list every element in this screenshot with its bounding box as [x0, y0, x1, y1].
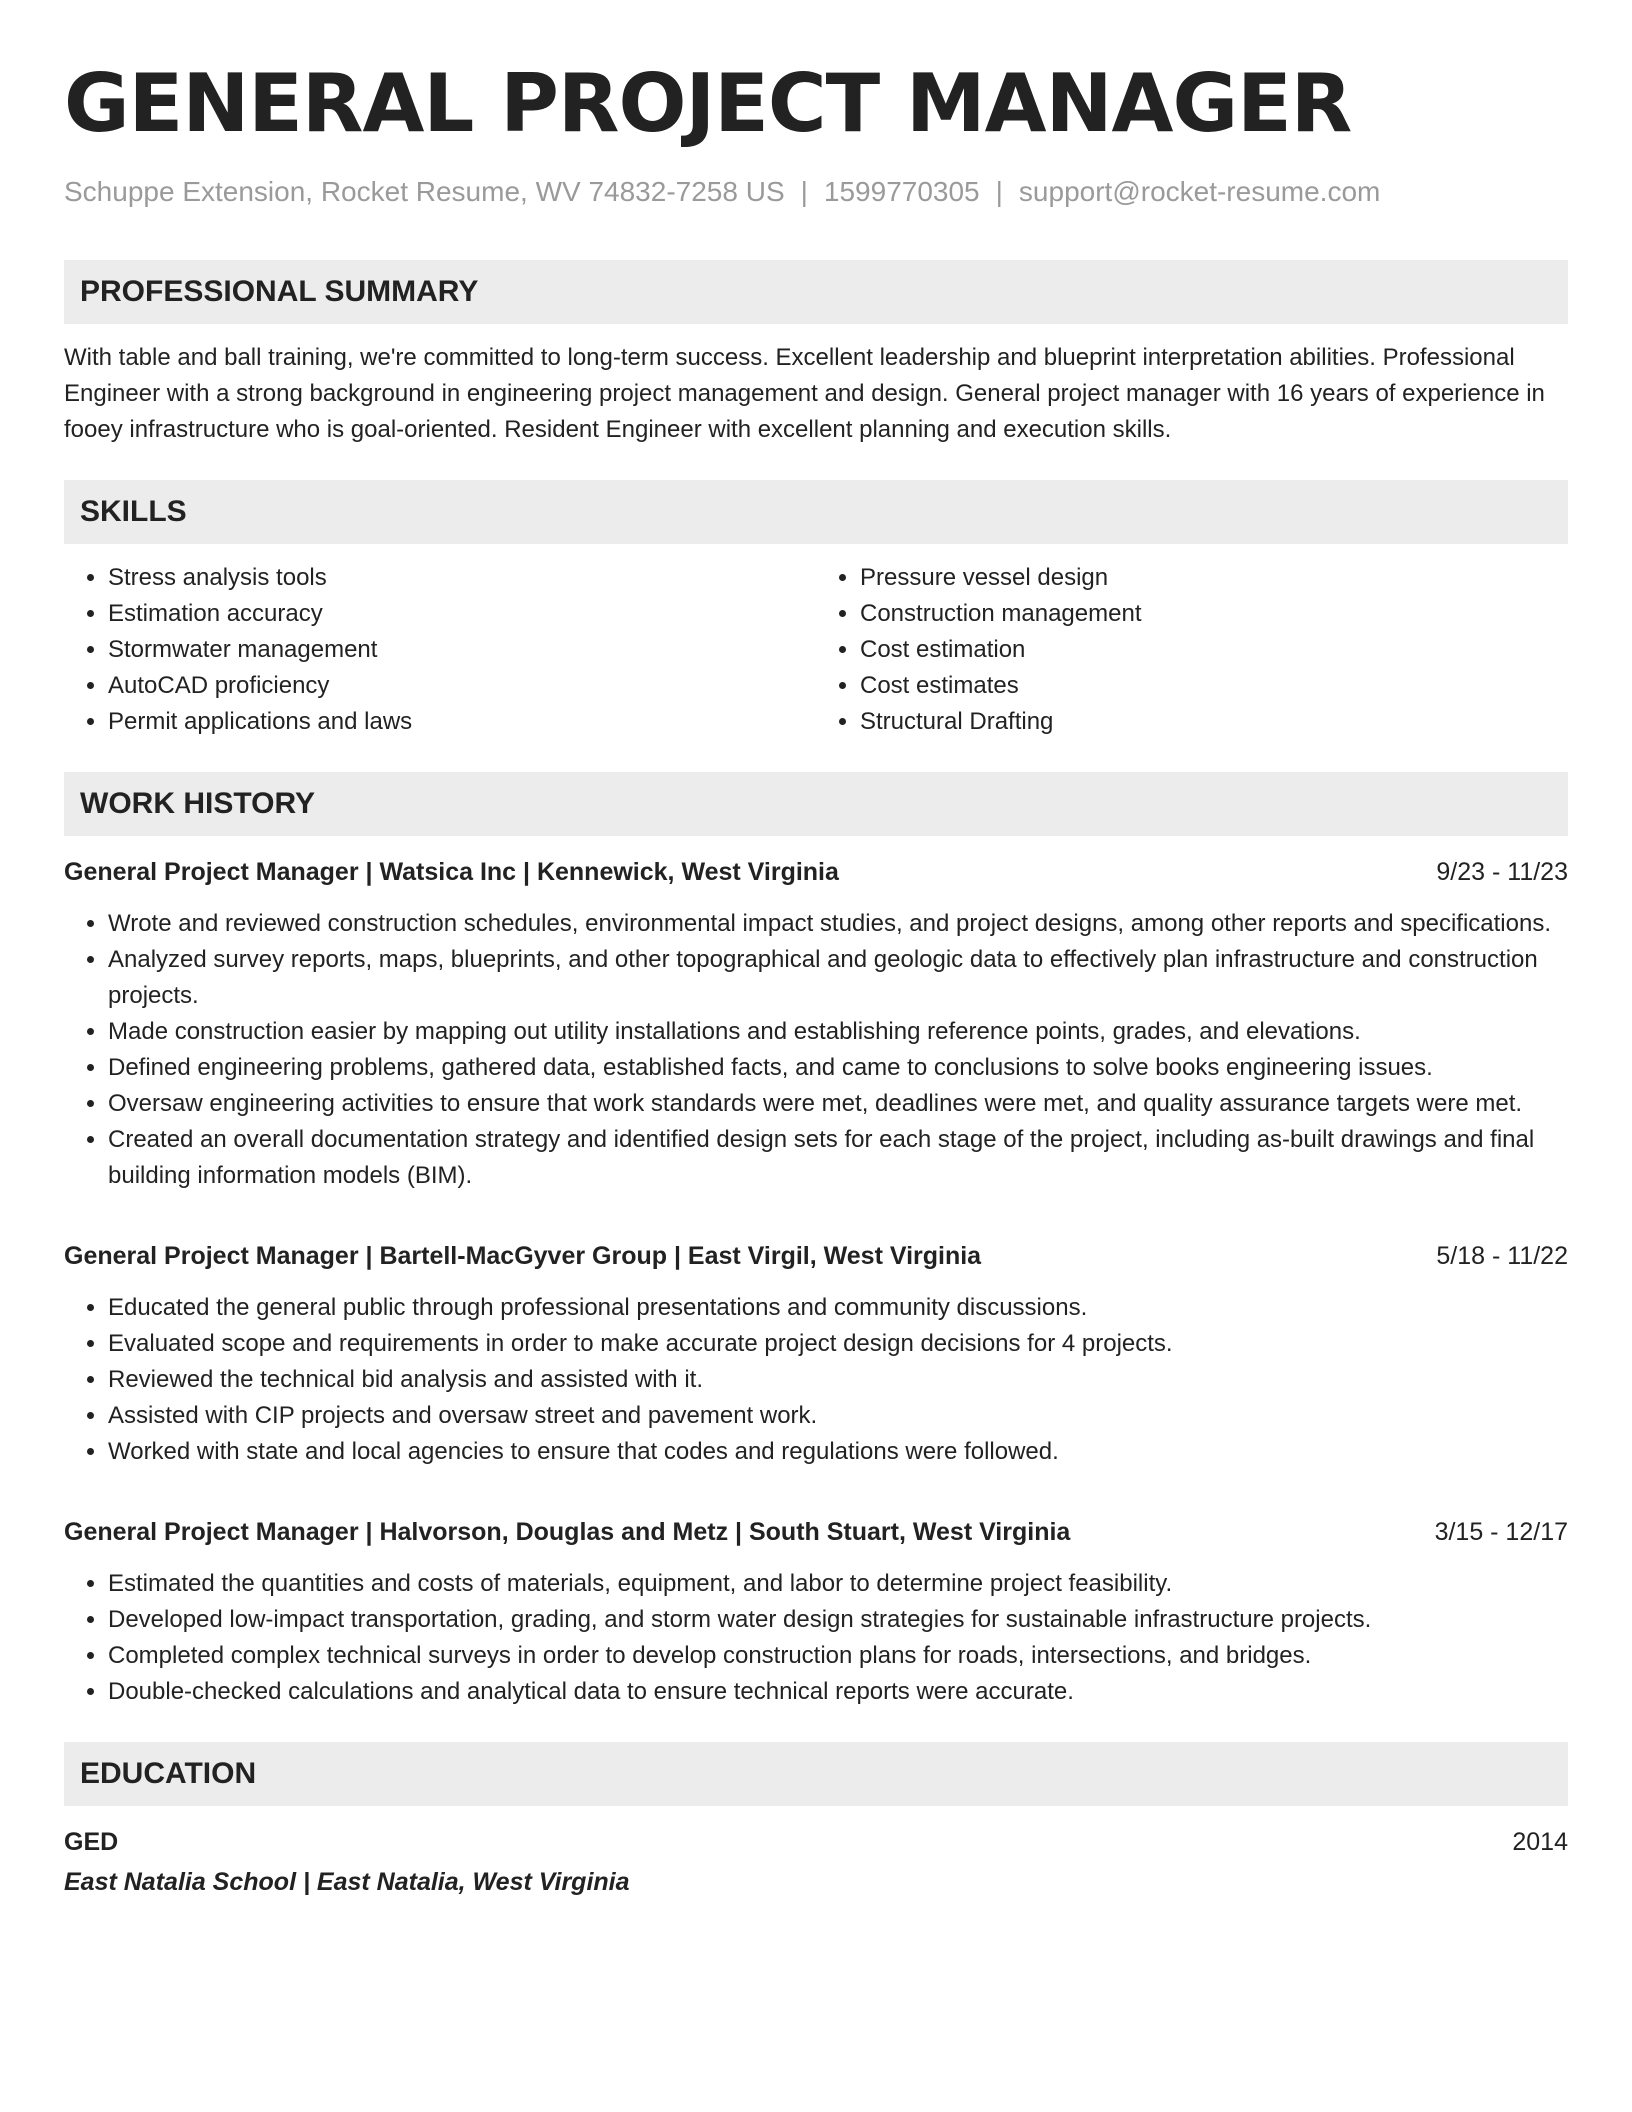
contact-line	[64, 174, 1568, 210]
skills-column-left	[64, 560, 816, 740]
job-title: General Project Manager | Halvorson, Douglas and Metz | South Stuart, West Virginia	[64, 1518, 1071, 1546]
education-header	[64, 1824, 1568, 1860]
education-heading: EDUCATION	[64, 1742, 1568, 1806]
job-bullets	[64, 1290, 1568, 1470]
skill-item: • Cost estimation	[860, 632, 1568, 668]
skill-item: • Permit applications and laws	[108, 704, 816, 740]
job-header	[64, 854, 1568, 890]
job-entry	[64, 1514, 1568, 1710]
job-dates: 9/23 - 11/23	[1436, 858, 1568, 886]
contact-address: Schuppe Extension, Rocket Resume, WV 74832-7258 US	[64, 176, 785, 207]
job-entry	[64, 1238, 1568, 1470]
skill-item: • AutoCAD proficiency	[108, 668, 816, 704]
education-section	[64, 1742, 1568, 1900]
skill-item: • Stress analysis tools	[108, 560, 816, 596]
education-year: 2014	[1512, 1828, 1568, 1856]
job-header	[64, 1514, 1568, 1550]
contact-phone: 1599770305	[823, 176, 980, 207]
job-bullet: • Wrote and reviewed construction schedules, environmental impact studies, and project designs, among other reports and specifications.	[108, 906, 1568, 942]
skill-item: • Pressure vessel design	[860, 560, 1568, 596]
job-bullet: • Made construction easier by mapping out utility installations and establishing reference points, grades, and elevations.	[108, 1014, 1568, 1050]
job-bullet: • Reviewed the technical bid analysis and assisted with it.	[108, 1362, 1568, 1398]
job-title: General Project Manager | Watsica Inc | Kennewick, West Virginia	[64, 858, 839, 886]
job-header	[64, 1238, 1568, 1274]
job-bullet: • Worked with state and local agencies to ensure that codes and regulations were followed.	[108, 1434, 1568, 1470]
job-entry	[64, 854, 1568, 1194]
job-bullets	[64, 1566, 1568, 1710]
contact-separator: |	[995, 176, 1003, 207]
skills-grid	[64, 560, 1568, 740]
contact-separator: |	[800, 176, 808, 207]
education-degree: GED	[64, 1828, 119, 1856]
job-dates: 5/18 - 11/22	[1436, 1242, 1568, 1270]
skill-item: • Construction management	[860, 596, 1568, 632]
job-bullet: • Analyzed survey reports, maps, blueprints, and other topographical and geologic data to effectively plan infrastructure and construction projects.	[108, 942, 1568, 1014]
job-bullet: • Assisted with CIP projects and oversaw street and pavement work.	[108, 1398, 1568, 1434]
skill-item: • Estimation accuracy	[108, 596, 816, 632]
summary-section	[64, 260, 1568, 448]
skill-item: • Stormwater management	[108, 632, 816, 668]
skills-section	[64, 480, 1568, 740]
job-bullet: • Completed complex technical surveys in order to develop construction plans for roads, intersections, and bridges.	[108, 1638, 1568, 1674]
job-dates: 3/15 - 12/17	[1434, 1518, 1568, 1546]
job-bullets	[64, 906, 1568, 1194]
summary-text: With table and ball training, we're committed to long-term success. Excellent leadership and blueprint interpretation abilities. Professional Engineer with a strong background in engineering project management and design. General project manager with 16 years of experience in fooey infrastructure who is goal-oriented. Resident Engineer with excellent planning and execution skills.	[64, 344, 1545, 443]
skills-heading: SKILLS	[64, 480, 1568, 544]
work-history-section	[64, 772, 1568, 1710]
job-bullet: • Oversaw engineering activities to ensure that work standards were met, deadlines were met, and quality assurance targets were met.	[108, 1086, 1568, 1122]
job-bullet: • Created an overall documentation strategy and identified design sets for each stage of the project, including as-built drawings and final building information models (BIM).	[108, 1122, 1568, 1194]
summary-heading: PROFESSIONAL SUMMARY	[64, 260, 1568, 324]
job-bullet: • Double-checked calculations and analytical data to ensure technical reports were accurate.	[108, 1674, 1568, 1710]
job-bullet: • Defined engineering problems, gathered data, established facts, and came to conclusions to solve books engineering issues.	[108, 1050, 1568, 1086]
work-history-heading: WORK HISTORY	[64, 772, 1568, 836]
skill-item: • Structural Drafting	[860, 704, 1568, 740]
job-bullet: • Estimated the quantities and costs of materials, equipment, and labor to determine project feasibility.	[108, 1566, 1568, 1602]
skills-column-right	[816, 560, 1568, 740]
contact-email: support@rocket-resume.com	[1018, 176, 1381, 207]
education-school: East Natalia School | East Natalia, West Virginia	[64, 1868, 630, 1896]
job-bullet: • Developed low-impact transportation, grading, and storm water design strategies for sustainable infrastructure projects.	[108, 1602, 1568, 1638]
job-bullet: • Evaluated scope and requirements in order to make accurate project design decisions for 4 projects.	[108, 1326, 1568, 1362]
skill-item: • Cost estimates	[860, 668, 1568, 704]
candidate-name: GENERAL PROJECT MANAGER	[64, 57, 1352, 150]
job-title: General Project Manager | Bartell-MacGyver Group | East Virgil, West Virginia	[64, 1242, 982, 1270]
job-bullet: • Educated the general public through professional presentations and community discussions.	[108, 1290, 1568, 1326]
